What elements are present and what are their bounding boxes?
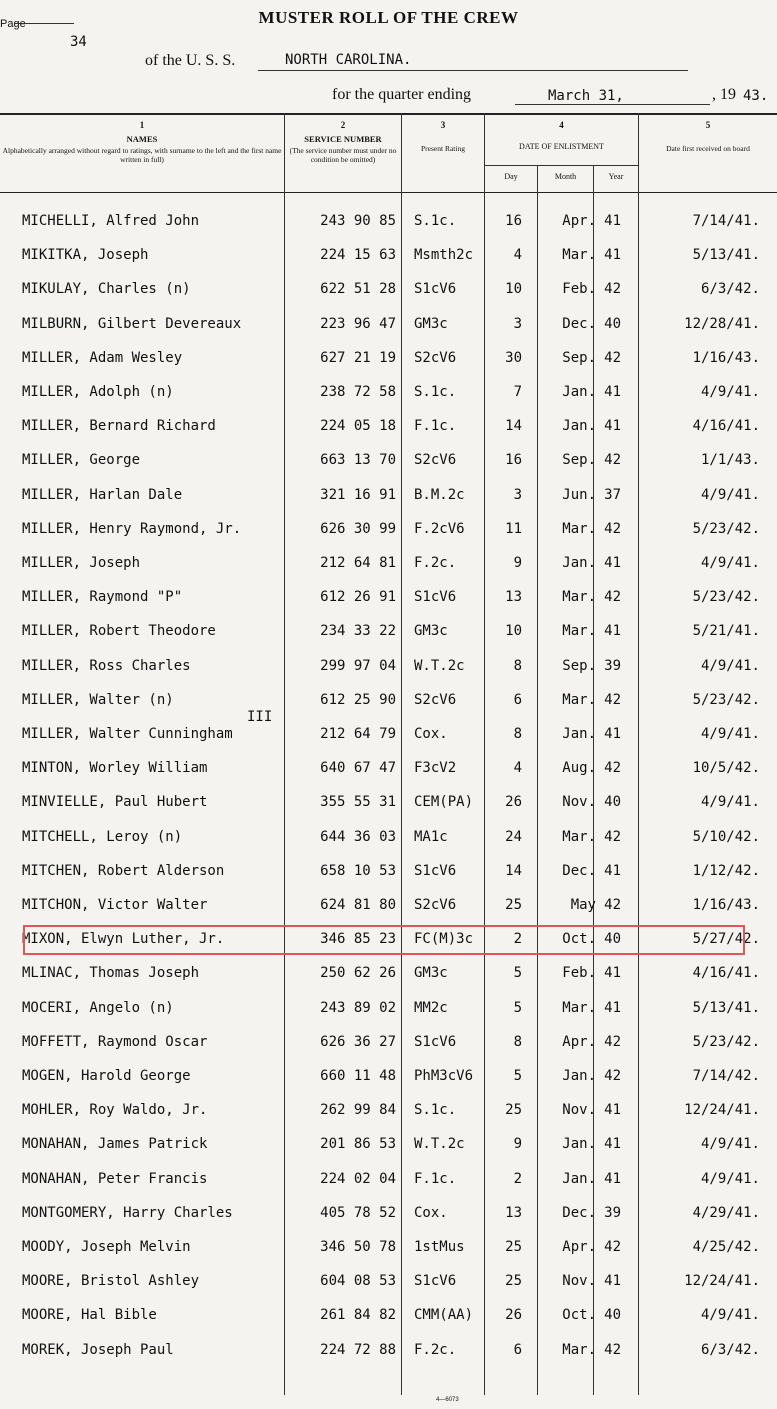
service-number: 238 72 58 xyxy=(320,384,396,400)
page-number: 34 xyxy=(70,34,87,50)
table-row xyxy=(0,445,777,479)
enlistment-day: 30 xyxy=(505,349,522,366)
service-number: 640 67 47 xyxy=(320,760,396,777)
enlistment-month: May xyxy=(570,897,596,913)
enlistment-day: 2 xyxy=(513,931,522,948)
present-rating: CMM(AA) xyxy=(414,1307,474,1324)
date-received: 4/16/41. xyxy=(692,965,760,982)
service-number: 604 08 53 xyxy=(320,1273,396,1290)
service-number: 346 50 78 xyxy=(320,1239,396,1255)
enlistment-year: 42 xyxy=(604,828,621,845)
service-number: 212 64 81 xyxy=(320,555,396,571)
enlistment-year: 42 xyxy=(604,897,621,913)
crew-name: MINVIELLE, Paul Hubert xyxy=(22,794,208,811)
table-row xyxy=(0,274,777,308)
present-rating: GM3c xyxy=(414,965,448,982)
enlistment-year: 41 xyxy=(604,623,621,640)
enlistment-year: 41 xyxy=(604,965,621,982)
enlistment-day: 3 xyxy=(513,315,522,332)
service-number: 299 97 04 xyxy=(320,657,396,674)
column-header-rating: 3 Present Rating xyxy=(421,120,465,153)
enlistment-year: 41 xyxy=(604,1136,621,1153)
present-rating: F.2c. xyxy=(414,1341,457,1358)
enlistment-month: Dec. xyxy=(562,1204,596,1221)
table-row xyxy=(0,1129,777,1163)
date-received: 4/16/41. xyxy=(692,418,760,435)
enlistment-year: 39 xyxy=(604,657,621,674)
present-rating: F.2cV6 xyxy=(414,520,465,537)
enlistment-year: 42 xyxy=(604,691,621,708)
enlistment-year: 41 xyxy=(604,862,621,879)
name-suffix-mark: III xyxy=(247,709,273,725)
service-number: 234 33 22 xyxy=(320,623,396,640)
service-number: 626 36 27 xyxy=(320,1033,396,1050)
crew-name: MILLER, Walter Cunningham xyxy=(22,726,233,742)
present-rating: F.1c. xyxy=(414,1170,457,1187)
service-number: 405 78 52 xyxy=(320,1204,396,1221)
enlistment-year: 42 xyxy=(604,1341,621,1358)
enlistment-day: 25 xyxy=(505,1273,522,1290)
service-number: 624 81 80 xyxy=(320,897,396,913)
enlistment-day: 14 xyxy=(505,418,522,435)
enlistment-month: Sep. xyxy=(562,452,596,469)
ship-prefix: of the U. S. S. xyxy=(145,52,236,69)
enlistment-month: Jan. xyxy=(562,418,596,435)
column-header-names: 1 NAMES Alphabetically arranged without regard to ratings, with surname to the left and the first name written in full) xyxy=(2,120,282,164)
enlistment-year: 42 xyxy=(604,760,621,777)
present-rating: 1stMus xyxy=(414,1239,465,1255)
enlistment-day: 9 xyxy=(513,1136,522,1153)
crew-name: MOFFETT, Raymond Oscar xyxy=(22,1033,208,1050)
present-rating: MM2c xyxy=(414,999,448,1016)
date-received: 5/23/42. xyxy=(692,589,760,606)
enlistment-month: Aug. xyxy=(562,760,596,777)
table-row xyxy=(0,1027,777,1061)
enlistment-month: Apr. xyxy=(562,1033,596,1050)
enlistment-day: 6 xyxy=(513,1341,522,1358)
date-received: 5/21/41. xyxy=(692,623,760,640)
crew-name: MOORE, Hal Bible xyxy=(22,1307,157,1324)
service-number: 612 25 90 xyxy=(320,691,396,708)
table-row xyxy=(0,206,777,240)
enlistment-month: Nov. xyxy=(562,1102,596,1119)
service-number: 355 55 31 xyxy=(320,794,396,811)
present-rating: F.2c. xyxy=(414,555,457,571)
enlistment-month: Nov. xyxy=(562,1273,596,1290)
enlistment-year: 42 xyxy=(604,1239,621,1255)
date-received: 4/9/41. xyxy=(700,794,760,811)
enlistment-month: Jan. xyxy=(562,726,596,742)
ship-name-line xyxy=(258,70,688,71)
present-rating: Cox. xyxy=(414,726,448,742)
date-received: 1/16/43. xyxy=(692,897,760,913)
table-row xyxy=(0,582,777,616)
date-received: 12/24/41. xyxy=(684,1273,760,1290)
enlistment-year: 41 xyxy=(604,247,621,264)
enlistment-year: 42 xyxy=(604,1033,621,1050)
crew-name: MIXON, Elwyn Luther, Jr. xyxy=(22,931,225,948)
present-rating: W.T.2c xyxy=(414,1136,465,1153)
enlistment-month: Dec. xyxy=(562,862,596,879)
service-number: 660 11 48 xyxy=(320,1068,396,1084)
crew-name: MLINAC, Thomas Joseph xyxy=(22,965,200,982)
crew-name: MILLER, Adam Wesley xyxy=(22,349,183,366)
enlistment-month: Jan. xyxy=(562,1068,596,1084)
table-row xyxy=(0,616,777,650)
year-suffix: 43. xyxy=(743,88,769,104)
table-row xyxy=(0,343,777,377)
service-number: 658 10 53 xyxy=(320,862,396,879)
enlistment-month: Mar. xyxy=(562,691,596,708)
present-rating: F3cV2 xyxy=(414,760,457,777)
present-rating: W.T.2c xyxy=(414,657,465,674)
service-number: 663 13 70 xyxy=(320,452,396,469)
enlistment-year: 42 xyxy=(604,281,621,298)
date-received: 4/9/41. xyxy=(700,384,760,400)
service-number: 243 89 02 xyxy=(320,999,396,1016)
present-rating: Cox. xyxy=(414,1204,448,1221)
table-row xyxy=(0,411,777,445)
present-rating: S1cV6 xyxy=(414,589,457,606)
present-rating: FC(M)3c xyxy=(414,931,474,948)
table-row xyxy=(0,1335,777,1369)
present-rating: GM3c xyxy=(414,315,448,332)
table-row xyxy=(0,993,777,1027)
table-row xyxy=(0,856,777,890)
date-received: 10/5/42. xyxy=(692,760,760,777)
enlistment-month: Jan. xyxy=(562,555,596,571)
present-rating: S2cV6 xyxy=(414,691,457,708)
present-rating: S.1c. xyxy=(414,1102,457,1119)
crew-name: MOHLER, Roy Waldo, Jr. xyxy=(22,1102,208,1119)
table-row xyxy=(0,1198,777,1232)
crew-name: MITCHEN, Robert Alderson xyxy=(22,862,225,879)
crew-name: MILLER, Joseph xyxy=(22,555,141,571)
crew-name: MIKITKA, Joseph xyxy=(22,247,149,264)
enlistment-year: 42 xyxy=(604,349,621,366)
present-rating: S1cV6 xyxy=(414,1033,457,1050)
service-number: 212 64 79 xyxy=(320,726,396,742)
enlistment-day: 2 xyxy=(513,1170,522,1187)
enlistment-subheader-rule xyxy=(484,165,638,166)
crew-name: MOREK, Joseph Paul xyxy=(22,1341,174,1358)
highlighted-row-marker xyxy=(23,925,745,955)
enlistment-day: 5 xyxy=(513,999,522,1016)
crew-name: MILLER, Adolph (n) xyxy=(22,384,174,400)
date-received: 4/9/41. xyxy=(700,1136,760,1153)
crew-name: MONTGOMERY, Harry Charles xyxy=(22,1204,233,1221)
enlistment-day: 9 xyxy=(513,555,522,571)
date-received: 5/27/42. xyxy=(692,931,760,948)
date-received: 5/10/42. xyxy=(692,828,760,845)
service-number: 223 96 47 xyxy=(320,315,396,332)
service-number: 612 26 91 xyxy=(320,589,396,606)
enlistment-year: 42 xyxy=(604,589,621,606)
date-received: 4/9/41. xyxy=(700,1307,760,1324)
year-prefix: , 19 xyxy=(712,86,736,103)
table-row xyxy=(0,787,777,821)
present-rating: S1cV6 xyxy=(414,281,457,298)
table-row xyxy=(0,1061,777,1095)
date-received: 5/23/42. xyxy=(692,1033,760,1050)
enlistment-year: 40 xyxy=(604,315,621,332)
enlistment-month: Mar. xyxy=(562,999,596,1016)
crew-name: MITCHON, Victor Walter xyxy=(22,897,208,913)
header-bottom-rule xyxy=(0,192,777,193)
enlistment-day: 25 xyxy=(505,897,522,913)
enlistment-day: 8 xyxy=(513,1033,522,1050)
present-rating: S2cV6 xyxy=(414,452,457,469)
enlistment-day: 4 xyxy=(513,760,522,777)
table-row xyxy=(0,958,777,992)
present-rating: S.1c. xyxy=(414,384,457,400)
present-rating: PhM3cV6 xyxy=(414,1068,474,1084)
service-number: 224 15 63 xyxy=(320,247,396,264)
crew-name: MILLER, Raymond "P" xyxy=(22,589,183,606)
enlistment-day: 5 xyxy=(513,965,522,982)
quarter-date: March 31, xyxy=(548,88,624,104)
enlistment-day: 26 xyxy=(505,794,522,811)
date-received: 4/29/41. xyxy=(692,1204,760,1221)
enlistment-month: Dec. xyxy=(562,315,596,332)
enlistment-month: Sep. xyxy=(562,349,596,366)
present-rating: F.1c. xyxy=(414,418,457,435)
present-rating: S2cV6 xyxy=(414,897,457,913)
crew-name: MILLER, Bernard Richard xyxy=(22,418,216,435)
service-number: 346 85 23 xyxy=(320,931,396,948)
enlistment-month: Feb. xyxy=(562,281,596,298)
enlistment-year: 41 xyxy=(604,384,621,400)
service-number: 627 21 19 xyxy=(320,349,396,366)
date-received: 1/12/42. xyxy=(692,862,760,879)
service-number: 224 05 18 xyxy=(320,418,396,435)
enlistment-year: 41 xyxy=(604,555,621,571)
table-row xyxy=(0,377,777,411)
enlistment-year: 40 xyxy=(604,931,621,948)
service-number: 622 51 28 xyxy=(320,281,396,298)
enlistment-month: Sep. xyxy=(562,657,596,674)
table-row xyxy=(0,1266,777,1300)
date-received: 4/9/41. xyxy=(700,726,760,742)
enlistment-month: Feb. xyxy=(562,965,596,982)
crew-name: MILLER, Robert Theodore xyxy=(22,623,216,640)
date-received: 12/28/41. xyxy=(684,315,760,332)
quarter-prefix: for the quarter ending xyxy=(332,86,472,103)
form-number: 4—6073 xyxy=(436,1397,459,1403)
enlistment-month: Jan. xyxy=(562,1170,596,1187)
enlistment-year: 39 xyxy=(604,1204,621,1221)
table-row xyxy=(0,514,777,548)
enlistment-day: 13 xyxy=(505,589,522,606)
enlistment-month: Mar. xyxy=(562,828,596,845)
date-received: 5/23/42. xyxy=(692,691,760,708)
service-number: 201 86 53 xyxy=(320,1136,396,1153)
enlistment-year: 41 xyxy=(604,1273,621,1290)
ship-name: NORTH CAROLINA. xyxy=(285,52,412,68)
table-row xyxy=(0,1095,777,1129)
date-received: 6/3/42. xyxy=(700,1341,760,1358)
date-received: 7/14/42. xyxy=(692,1068,760,1084)
crew-name: MITCHELL, Leroy (n) xyxy=(22,828,183,845)
table-row xyxy=(0,822,777,856)
table-top-rule xyxy=(0,113,777,115)
enlistment-day: 13 xyxy=(505,1204,522,1221)
enlistment-year: 42 xyxy=(604,452,621,469)
enlistment-year: 41 xyxy=(604,418,621,435)
table-row xyxy=(0,753,777,787)
enlistment-year: 40 xyxy=(604,794,621,811)
table-row xyxy=(0,890,777,924)
quarter-date-line xyxy=(515,104,710,105)
column-header-received: 5 Date first received on board xyxy=(666,120,750,153)
crew-name: MOCERI, Angelo (n) xyxy=(22,999,174,1016)
present-rating: Msmth2c xyxy=(414,247,474,264)
document-title: MUSTER ROLL OF THE CREW xyxy=(258,8,519,27)
enlistment-month: Jan. xyxy=(562,1136,596,1153)
date-received: 5/13/41. xyxy=(692,999,760,1016)
enlistment-day: 24 xyxy=(505,828,522,845)
enlistment-day: 8 xyxy=(513,726,522,742)
table-row xyxy=(0,309,777,343)
table-row xyxy=(0,651,777,685)
enlistment-month: Mar. xyxy=(562,1341,596,1358)
service-number: 262 99 84 xyxy=(320,1102,396,1119)
crew-name: MILLER, George xyxy=(22,452,141,469)
enlistment-day: 25 xyxy=(505,1102,522,1119)
present-rating: S1cV6 xyxy=(414,1273,457,1290)
table-row xyxy=(0,719,777,753)
crew-name: MILLER, Henry Raymond, Jr. xyxy=(22,520,242,537)
enlistment-day: 11 xyxy=(505,520,522,537)
date-received: 1/16/43. xyxy=(692,349,760,366)
service-number: 321 16 91 xyxy=(320,486,396,503)
enlistment-day: 10 xyxy=(505,623,522,640)
enlistment-day: 3 xyxy=(513,486,522,503)
enlistment-month: Mar. xyxy=(562,623,596,640)
enlistment-year: 42 xyxy=(604,520,621,537)
table-row xyxy=(0,1164,777,1198)
present-rating: S1cV6 xyxy=(414,862,457,879)
enlistment-day: 25 xyxy=(505,1239,522,1255)
column-header-day: Day xyxy=(504,172,518,181)
enlistment-month: Jan. xyxy=(562,384,596,400)
enlistment-year: 42 xyxy=(604,1068,621,1084)
crew-name: MILLER, Ross Charles xyxy=(22,657,191,674)
enlistment-year: 40 xyxy=(604,1307,621,1324)
column-header-year: Year xyxy=(608,172,624,181)
present-rating: S2cV6 xyxy=(414,349,457,366)
crew-name: MILLER, Walter (n) xyxy=(22,691,174,708)
service-number: 644 36 03 xyxy=(320,828,396,845)
crew-name: MOGEN, Harold George xyxy=(22,1068,191,1084)
enlistment-month: Mar. xyxy=(562,247,596,264)
crew-name: MONAHAN, Peter Francis xyxy=(22,1170,208,1187)
enlistment-day: 6 xyxy=(513,691,522,708)
crew-name: MOODY, Joseph Melvin xyxy=(22,1239,191,1255)
table-row xyxy=(0,1300,777,1334)
service-number: 626 30 99 xyxy=(320,520,396,537)
date-received: 4/9/41. xyxy=(700,657,760,674)
present-rating: B.M.2c xyxy=(414,486,465,503)
enlistment-day: 14 xyxy=(505,862,522,879)
enlistment-day: 16 xyxy=(505,452,522,469)
enlistment-month: Jun. xyxy=(562,486,596,503)
crew-name: MINTON, Worley William xyxy=(22,760,208,777)
enlistment-month: Apr. xyxy=(562,1239,596,1255)
date-received: 5/13/41. xyxy=(692,247,760,264)
enlistment-day: 26 xyxy=(505,1307,522,1324)
enlistment-year: 41 xyxy=(604,1102,621,1119)
present-rating: MA1c xyxy=(414,828,448,845)
date-received: 12/24/41. xyxy=(684,1102,760,1119)
present-rating: GM3c xyxy=(414,623,448,640)
crew-name: MIKULAY, Charles (n) xyxy=(22,281,191,298)
enlistment-day: 4 xyxy=(513,247,522,264)
date-received: 4/25/42. xyxy=(692,1239,760,1255)
enlistment-day: 16 xyxy=(505,213,522,229)
date-received: 4/9/41. xyxy=(700,486,760,503)
enlistment-month: Mar. xyxy=(562,589,596,606)
crew-name: MILLER, Harlan Dale xyxy=(22,486,183,503)
crew-name: MICHELLI, Alfred John xyxy=(22,213,200,229)
date-received: 1/1/43. xyxy=(700,452,760,469)
service-number: 261 84 82 xyxy=(320,1307,396,1324)
present-rating: CEM(PA) xyxy=(414,794,474,811)
column-header-month: Month xyxy=(554,172,577,181)
enlistment-month: Oct. xyxy=(562,1307,596,1324)
enlistment-month: Nov. xyxy=(562,794,596,811)
enlistment-year: 41 xyxy=(604,726,621,742)
enlistment-month: Oct. xyxy=(562,931,596,948)
enlistment-day: 8 xyxy=(513,657,522,674)
table-row xyxy=(0,1232,777,1266)
table-row xyxy=(0,548,777,582)
column-header-enlistment: 4 DATE OF ENLISTMENT xyxy=(519,120,604,151)
enlistment-month: Mar. xyxy=(562,520,596,537)
service-number: 250 62 26 xyxy=(320,965,396,982)
table-row xyxy=(0,685,777,719)
date-received: 5/23/42. xyxy=(692,520,760,537)
date-received: 4/9/41. xyxy=(700,555,760,571)
service-number: 243 90 85 xyxy=(320,213,396,229)
crew-name: MILBURN, Gilbert Devereaux xyxy=(22,315,242,332)
crew-name: MOORE, Bristol Ashley xyxy=(22,1273,200,1290)
service-number: 224 72 88 xyxy=(320,1341,396,1358)
enlistment-year: 41 xyxy=(604,1170,621,1187)
page-label: Page xyxy=(0,18,26,30)
date-received: 7/14/41. xyxy=(692,213,760,229)
table-row xyxy=(0,480,777,514)
column-header-service: 2 SERVICE NUMBER (The service number must under no condition be omitted) xyxy=(289,120,397,164)
enlistment-day: 5 xyxy=(513,1068,522,1084)
enlistment-year: 41 xyxy=(604,999,621,1016)
date-received: 4/9/41. xyxy=(700,1170,760,1187)
enlistment-year: 37 xyxy=(604,486,621,503)
date-received: 6/3/42. xyxy=(700,281,760,298)
enlistment-year: 41 xyxy=(604,213,621,229)
table-row xyxy=(0,240,777,274)
enlistment-day: 10 xyxy=(505,281,522,298)
enlistment-month: Apr. xyxy=(562,213,596,229)
service-number: 224 02 04 xyxy=(320,1170,396,1187)
enlistment-day: 7 xyxy=(513,384,522,400)
present-rating: S.1c. xyxy=(414,213,457,229)
crew-name: MONAHAN, James Patrick xyxy=(22,1136,208,1153)
